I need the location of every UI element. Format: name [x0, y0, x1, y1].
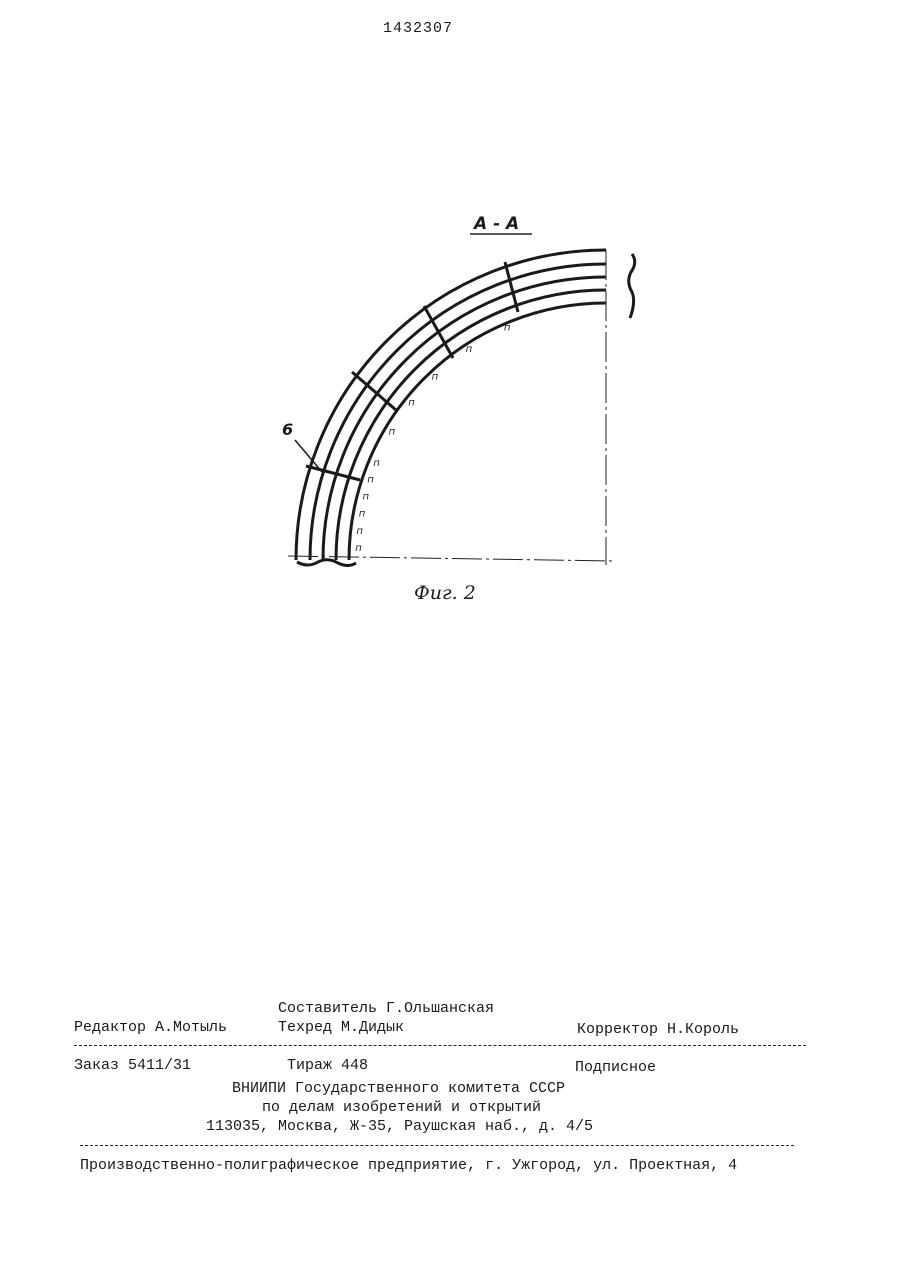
- break-line-bottom: [297, 560, 356, 566]
- layer-arc: [310, 264, 606, 560]
- layer-arc: [296, 250, 606, 560]
- ply-mark: п: [465, 343, 473, 355]
- divider-top: [74, 1045, 806, 1046]
- org-address: 113035, Москва, Ж-35, Раушская наб., д. 4/5: [206, 1118, 594, 1135]
- seam-line: [505, 262, 518, 312]
- corrector-line: Корректор Н.Король: [577, 1021, 740, 1038]
- ply-mark: п: [431, 371, 439, 383]
- layer-arcs: [296, 250, 606, 560]
- order-line: Заказ 5411/31: [74, 1057, 192, 1074]
- compiler-line: Составитель Г.Ольшанская: [278, 1000, 495, 1017]
- ply-mark: п: [355, 543, 362, 555]
- patent-number: 1432307: [383, 20, 454, 37]
- divider-bottom: [80, 1145, 794, 1146]
- layer-arc: [336, 290, 606, 560]
- layer-arc: [323, 277, 606, 560]
- techred-line: Техред М.Дидык: [278, 1019, 405, 1036]
- ply-mark: п: [362, 491, 370, 503]
- printer-line: Производственно-полиграфическое предприятие, г. Ужгород, ул. Проектная, 4: [80, 1157, 738, 1174]
- circulation-line: Тираж 448: [287, 1057, 369, 1074]
- ply-mark: п: [388, 426, 396, 438]
- org-line-2: по делам изобретений и открытий: [262, 1099, 542, 1116]
- section-label: А - А: [474, 214, 520, 234]
- editor-line: Редактор А.Мотыль: [74, 1019, 228, 1036]
- ply-mark: п: [373, 458, 380, 469]
- break-line-right: [629, 254, 635, 318]
- ply-mark: п: [356, 525, 363, 537]
- org-line-1: ВНИИПИ Государственного комитета СССР: [232, 1080, 566, 1097]
- reference-label: 6: [282, 420, 294, 439]
- subscription-line: Подписное: [575, 1059, 657, 1076]
- figure-caption: Фиг. 2: [414, 582, 476, 604]
- ply-mark: п: [408, 397, 415, 409]
- ply-mark: п: [367, 474, 374, 486]
- ply-mark: п: [358, 508, 366, 520]
- ply-mark: п: [503, 322, 511, 334]
- seam-line: [424, 306, 453, 358]
